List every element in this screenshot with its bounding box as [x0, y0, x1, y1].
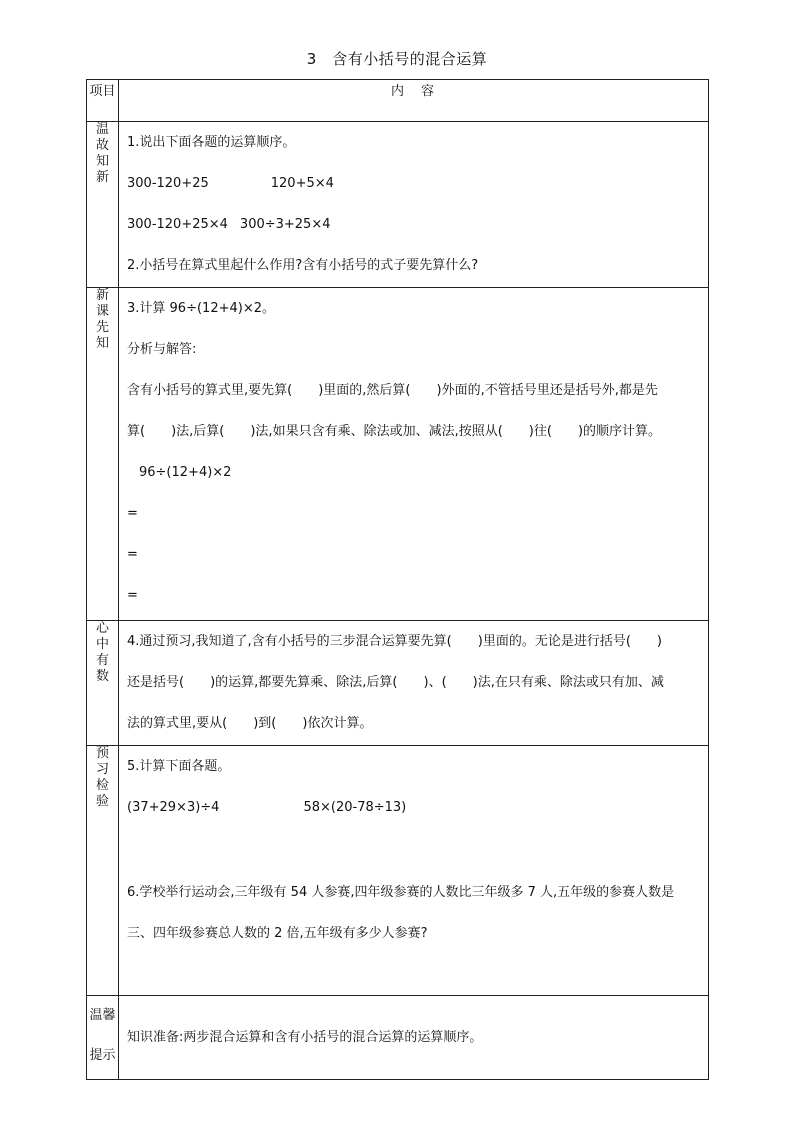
section-review [87, 122, 709, 288]
header-content: 内 容 [119, 80, 709, 122]
summary-fill-text: )的运算,都要先算乘、除法,后算( [210, 675, 398, 690]
summary-fill-text: ) [656, 634, 662, 649]
review-question-1: 1.说出下面各题的运算顺序。 [127, 135, 296, 150]
preview-fill-text: )外面的,不管括号里还是括号外,都是先 [436, 383, 658, 398]
check-expr-1: (37+29×3)÷4 [127, 800, 220, 815]
tips-text: 知识准备:两步混合运算和含有小括号的混合运算的运算顺序。 [127, 1030, 483, 1045]
check-question-6-line-1: 6.学校举行运动会,三年级有 54 人参赛,四年级参赛的人数比三年级多 7 人,五年级的参赛人数是 [127, 885, 675, 900]
summary-fill-text: )、( [423, 675, 447, 690]
preview-analysis: 分析与解答: [127, 342, 197, 357]
review-label: 温故知新 [95, 122, 109, 185]
review-question-2: 2.小括号在算式里起什么作用?含有小括号的式子要先算什么? [127, 258, 479, 273]
equation-step-1[interactable]: = [127, 506, 138, 521]
section-preview [87, 288, 709, 621]
summary-fill-text: 还是括号( [127, 675, 185, 690]
page-title: 3 含有小括号的混合运算 [306, 50, 488, 68]
tips-label-bottom: 提示 [89, 1048, 116, 1063]
equation-step-3[interactable]: = [127, 588, 138, 603]
check-expr-2: 58×(20-78÷13) [303, 800, 407, 815]
worksheet-table [86, 79, 709, 1080]
header-row [87, 80, 709, 122]
equation-step-2[interactable]: = [127, 547, 138, 562]
preview-fill-text: )法,后算( [171, 424, 225, 439]
summary-fill-text: )到( [253, 716, 277, 731]
preview-fill-text: )法,如果只含有乘、除法或加、减法,按照从( [250, 424, 503, 439]
preview-fill-text: 含有小括号的算式里,要先算( [127, 383, 293, 398]
section-check [87, 746, 709, 996]
review-expr-4: 300÷3+25×4 [239, 217, 331, 232]
tips-label-top: 温馨 [89, 1008, 116, 1023]
review-expr-3: 300-120+25×4 [127, 217, 228, 232]
summary-fill-text: 法的算式里,要从( [127, 716, 228, 731]
preview-fill-text: 算( [127, 424, 146, 439]
preview-question-3: 3.计算 96÷(12+4)×2。 [127, 301, 275, 316]
summary-fill-text: 4.通过预习,我知道了,含有小括号的三步混合运算要先算( [127, 634, 452, 649]
preview-fill-text: )的顺序计算。 [577, 424, 662, 439]
check-label: 预习检验 [95, 746, 109, 809]
summary-fill-text: )法,在只有乘、除法或只有加、减 [472, 675, 664, 690]
section-tips [87, 996, 709, 1080]
summary-fill-text: )里面的。无论是进行括号( [477, 634, 631, 649]
preview-expression: 96÷(12+4)×2 [139, 465, 232, 480]
answer-space[interactable] [127, 828, 702, 872]
summary-fill-text: )依次计算。 [302, 716, 373, 731]
summary-label: 心中有数 [95, 621, 109, 684]
preview-label: 新课先知 [95, 288, 109, 351]
review-expr-1: 300-120+25 [127, 176, 209, 191]
header-project: 项目 [87, 80, 119, 122]
section-summary [87, 621, 709, 746]
preview-fill-text: )往( [528, 424, 552, 439]
preview-fill-text: )里面的,然后算( [318, 383, 411, 398]
check-question-5: 5.计算下面各题。 [127, 759, 231, 774]
review-expr-2: 120+5×4 [270, 176, 334, 191]
check-question-6-line-2: 三、四年级参赛总人数的 2 倍,五年级有多少人参赛? [127, 926, 428, 941]
